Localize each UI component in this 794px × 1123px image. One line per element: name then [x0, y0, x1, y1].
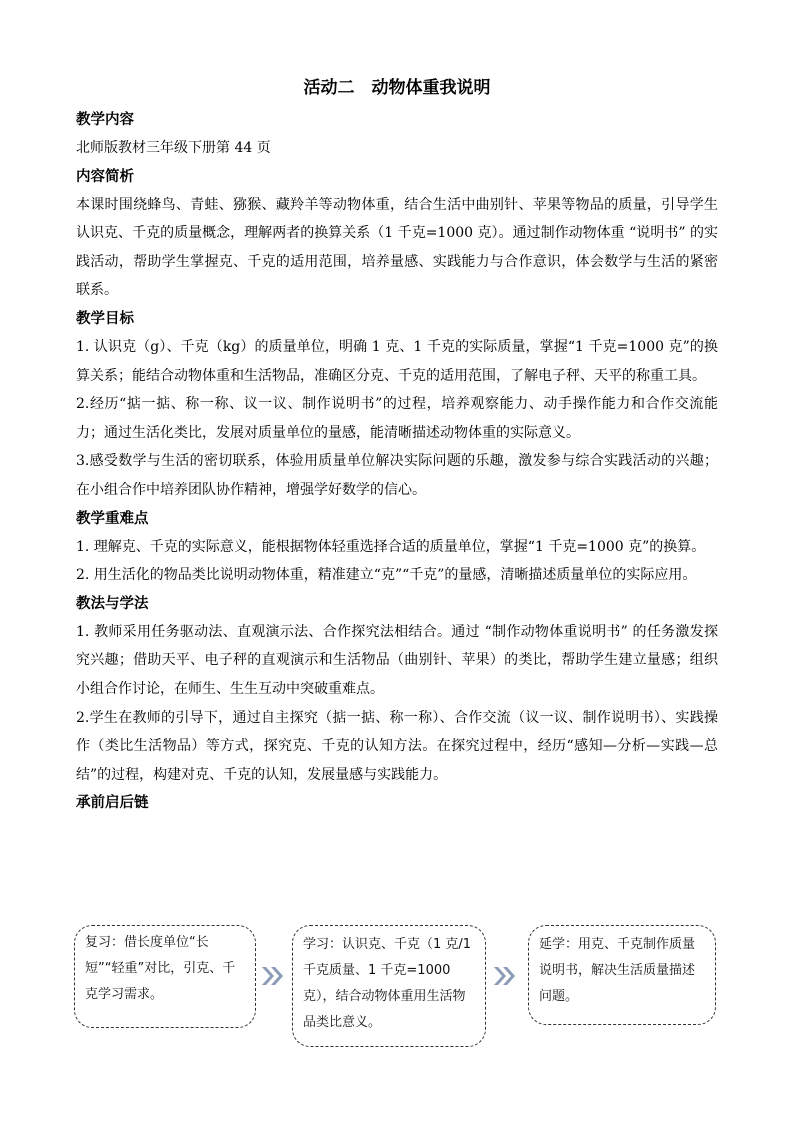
section-heading: 教学目标 [76, 310, 134, 327]
section-heading: 教学重难点 [76, 510, 149, 527]
review-box: 复习：借长度单位“长短”“轻重”对比，引克、千克学习需求。 [74, 925, 256, 1028]
section-heading: 教法与学法 [76, 595, 149, 612]
content [76, 106, 718, 817]
flow-diagram [74, 925, 724, 1055]
section-heading: 教学内容 [76, 112, 134, 128]
paragraph: 2.经历“掂一掂、称一称、议一议、制作说明书”的过程，培养观察能力、动手操作能力和合作交流能力；通过生活化类比，发展对质量单位的量感，能清晰描述动物体重的实际意义。 [76, 396, 718, 441]
page-title: 活动二 动物体重我说明 [303, 78, 491, 98]
section-teaching-content [76, 106, 718, 163]
paragraph: 2.学生在教师的引导下，通过自主探究（掂一掂、称一称）、合作交流（议一议、制作说明书）、实践操作（类比生活物品）等方式，探究克、千克的认知方法。在探究过程中，经历“感知—分析—实践—总结”的过程，构建对克、千克的认知，发展量感与实践能力。 [76, 709, 718, 783]
paragraph: 2. 用生活化的物品类比说明动物体重，精准建立“克”“千克”的量感，清晰描述质量单位的实际应用。 [76, 567, 697, 584]
section-teaching-goals [76, 305, 718, 505]
section-methods [76, 590, 718, 790]
paragraph: 1. 理解克、千克的实际意义，能根据物体轻重选择合适的质量单位，掌握“1 千克=1000 克”的换算。 [76, 538, 706, 555]
double-chevron-right-icon [260, 965, 286, 987]
paragraph: 本课时围绕蜂鸟、青蛙、猕猴、藏羚羊等动物体重，结合生活中曲别针、苹果等物品的质量，引导学生认识克、千克的质量概念，理解两者的换算关系（1 千克=1000 克）。通过制作动物体重 “说明书” 的实践活动，帮助学生掌握克、千克的适用范围，培养量感、实践能力与合作意识，体会数学与生活的紧密联系。 [76, 196, 718, 299]
section-content-analysis [76, 163, 718, 305]
paragraph: 3.感受数学与生活的密切联系，体验用质量单位解决实际问题的乐趣，激发参与综合实践活动的兴趣；在小组合作中培养团队协作精神，增强学好数学的信心。 [76, 453, 718, 498]
section-key-points [76, 505, 718, 590]
paragraph: 1. 教师采用任务驱动法、直观演示法、合作探究法相结合。通过 “制作动物体重说明书” 的任务激发探究兴趣；借助天平、电子秤的直观演示和生活物品（曲别针、苹果）的类比，帮助学生建立量感；组织小组合作讨论，在师生、生生互动中突破重难点。 [76, 623, 718, 697]
section-link-chain [76, 789, 718, 817]
learn-box: 学习：认识克、千克（1 克/1 千克质量、1 千克=1000 克），结合动物体重用生活物品类比意义。 [292, 925, 486, 1047]
double-chevron-right-icon [492, 965, 518, 987]
section-heading: 内容简析 [76, 168, 134, 185]
paragraph: 1. 认识克（g）、千克（kg）的质量单位，明确 1 克、1 千克的实际质量，掌握“1 千克=1000 克”的换算关系；能结合动物体重和生活物品，准确区分克、千克的适用范围，了解电子秤、天平的称重工具。 [76, 338, 718, 384]
paragraph: 北师版教材三年级下册第 44 页 [76, 140, 271, 156]
section-heading: 承前启后链 [76, 795, 149, 812]
extend-box: 延学：用克、千克制作质量说明书，解决生活质量描述问题。 [528, 925, 716, 1025]
